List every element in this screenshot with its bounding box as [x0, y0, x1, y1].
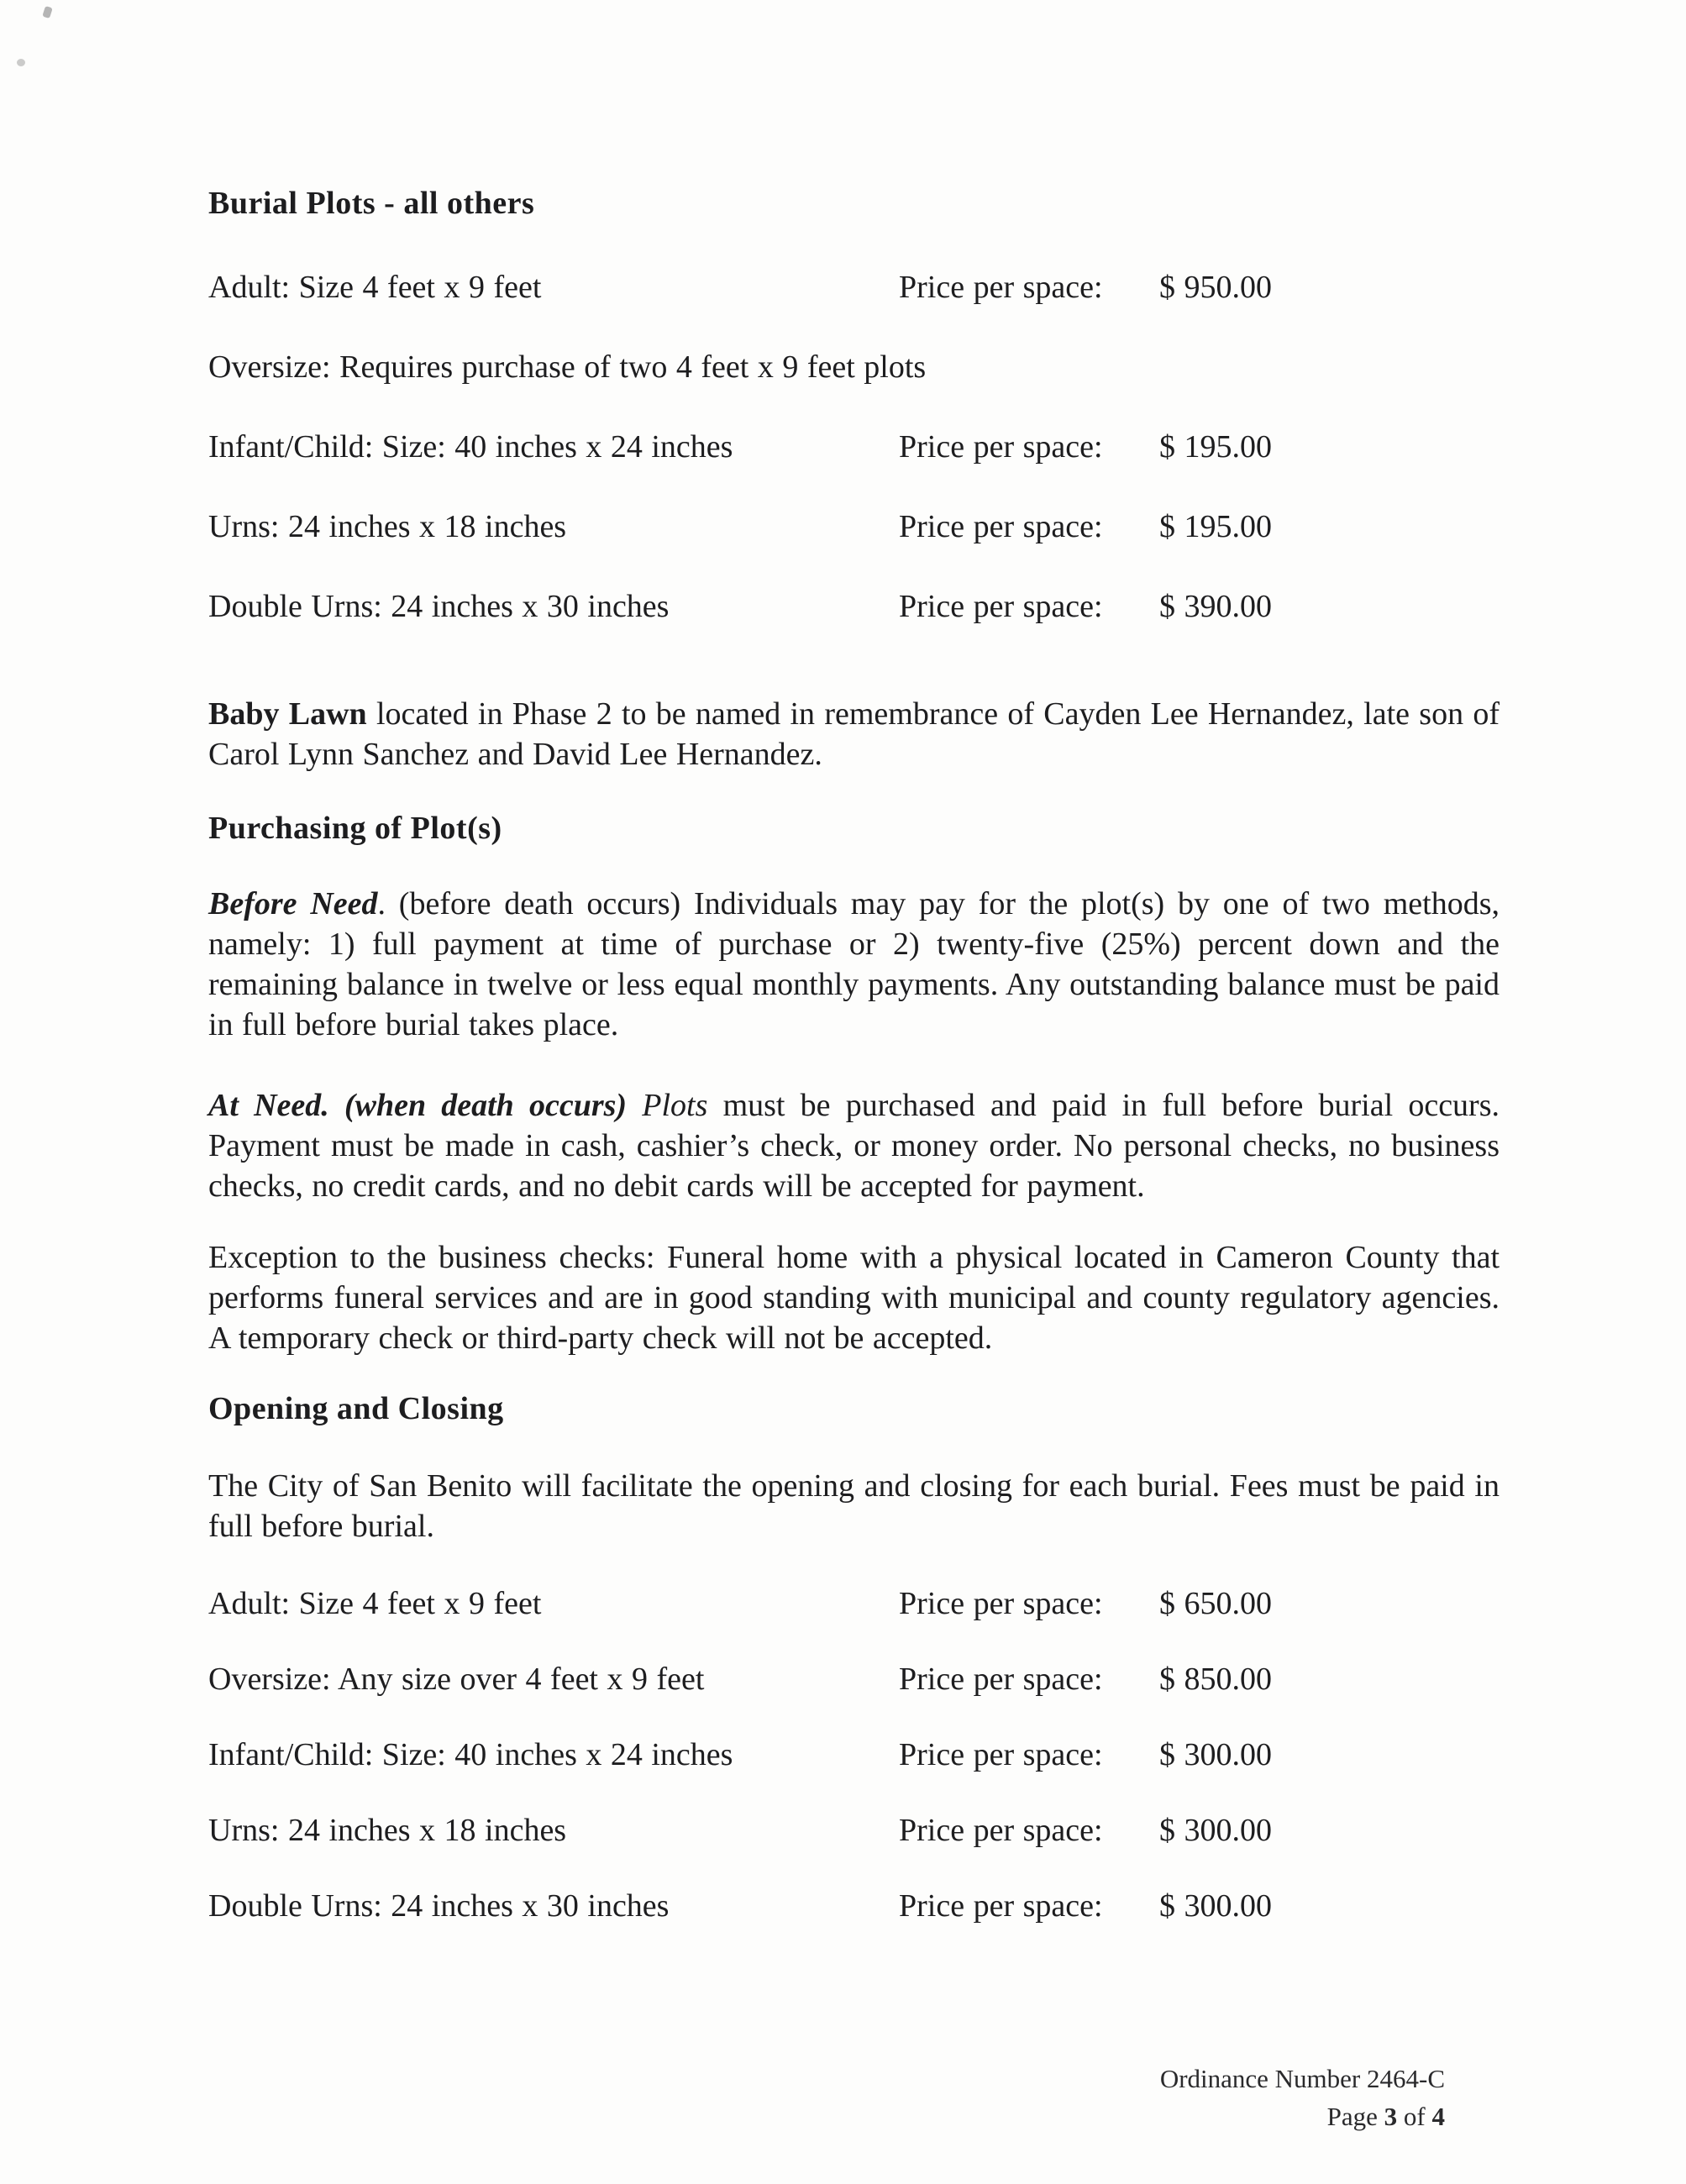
- baby-lawn-text: located in Phase 2 to be named in remembrance of Cayden Lee Hernandez, late son of Carol Lynn Sanchez and David Lee Hernandez.: [208, 696, 1500, 772]
- price-per-space-label: Price per space:: [899, 1888, 1103, 1924]
- price-value: $ 300.00: [1159, 1737, 1272, 1772]
- opening-closing-paragraph: The City of San Benito will facilitate the opening and closing for each burial. Fees must be paid in full before burial.: [208, 1468, 1500, 1544]
- section-heading-purchasing: Purchasing of Plot(s): [208, 811, 502, 846]
- price-row-urns: [208, 507, 1500, 547]
- plot-type-label: Infant/Child: Size: 40 inches x 24 inches: [208, 429, 733, 465]
- section-heading-opening-closing: Opening and Closing: [208, 1391, 504, 1426]
- plot-type-label: Oversize: Requires purchase of two 4 feet x 9 feet plots: [208, 349, 927, 385]
- price-per-space-label: [899, 347, 1159, 387]
- page-footer: [1160, 2060, 1445, 2135]
- price-per-space-label: Price per space:: [899, 1813, 1103, 1848]
- price-row-urns-oc: [208, 1810, 1500, 1851]
- page-content: [208, 0, 1500, 1926]
- before-need-paragraph: [208, 884, 1500, 1045]
- price-value: $ 950.00: [1159, 270, 1272, 305]
- price-row-double-urns-oc: [208, 1886, 1500, 1926]
- plot-type-label: Urns: 24 inches x 18 inches: [208, 509, 567, 544]
- at-need-lead: At Need. (when death occurs): [208, 1088, 643, 1123]
- plot-type-label: Infant/Child: Size: 40 inches x 24 inches: [208, 1737, 733, 1772]
- price-row-infant-child-oc: [208, 1735, 1500, 1775]
- section-heading-burial-plots: Burial Plots - all others: [208, 186, 535, 221]
- plot-type-label: Adult: Size 4 feet x 9 feet: [208, 1586, 542, 1621]
- plot-type-label: Urns: 24 inches x 18 inches: [208, 1813, 567, 1848]
- price-value: $ 300.00: [1159, 1888, 1272, 1924]
- price-value: $ 195.00: [1159, 509, 1272, 544]
- price-per-space-label: Price per space:: [899, 270, 1103, 305]
- price-value: $ 195.00: [1159, 429, 1272, 465]
- plot-type-label: Adult: Size 4 feet x 9 feet: [208, 270, 542, 305]
- page-word: Page: [1326, 2102, 1384, 2131]
- page-number: 3: [1384, 2102, 1398, 2131]
- price-per-space-label: Price per space:: [899, 1737, 1103, 1772]
- baby-lawn-paragraph: [208, 694, 1500, 774]
- price-row-adult-oc: [208, 1583, 1500, 1624]
- price-per-space-label: Price per space:: [899, 1662, 1103, 1697]
- price-per-space-label: Price per space:: [899, 1586, 1103, 1621]
- page-total: 4: [1431, 2102, 1445, 2131]
- price-row-infant-child: [208, 427, 1500, 467]
- baby-lawn-lead: Baby Lawn: [208, 696, 367, 732]
- page-indicator: [1160, 2097, 1445, 2135]
- price-per-space-label: Price per space:: [899, 429, 1103, 465]
- price-value: $ 650.00: [1159, 1586, 1272, 1621]
- price-per-space-label: Price per space:: [899, 589, 1103, 624]
- price-row-adult: [208, 267, 1500, 307]
- at-need-text: must be purchased and paid in full before burial occurs. Payment must be made in cash, cashier’s check, or money order. No personal checks, no business checks, no credit cards, and no debit cards will be accepted for payment.: [208, 1088, 1500, 1204]
- price-value: $ 850.00: [1159, 1662, 1272, 1697]
- before-need-text: . (before death occurs) Individuals may pay for the plot(s) by one of two methods, namely: 1) full payment at time of purchase or 2) twenty-five (25%) percent down and the remaining balance in twelve or less equal monthly payments. Any outstanding balance must be paid in full before burial takes place.: [208, 886, 1500, 1042]
- price-per-space-label: Price per space:: [899, 509, 1103, 544]
- before-need-lead: Before Need: [208, 886, 378, 921]
- ordinance-number: Ordinance Number 2464-C: [1159, 2064, 1445, 2093]
- at-need-paragraph: [208, 1085, 1500, 1206]
- plot-type-label: Double Urns: 24 inches x 30 inches: [208, 1888, 670, 1924]
- price-value: $ 390.00: [1159, 589, 1272, 624]
- exception-paragraph: Exception to the business checks: Funeral home with a physical located in Cameron County that performs funeral services and are in good standing with municipal and county regulatory agencies. A temporary check or third-party check will not be accepted.: [208, 1240, 1500, 1356]
- at-need-italic-word: Plots: [642, 1088, 708, 1123]
- price-value: [1159, 347, 1500, 387]
- plot-type-label: Double Urns: 24 inches x 30 inches: [208, 589, 670, 624]
- scan-artifact: [17, 59, 25, 66]
- price-row-double-urns: [208, 586, 1500, 627]
- price-row-oversize-oc: [208, 1659, 1500, 1699]
- of-word: of: [1397, 2102, 1432, 2131]
- price-row-oversize: [208, 347, 1500, 387]
- price-value: $ 300.00: [1159, 1813, 1272, 1848]
- plot-type-label: Oversize: Any size over 4 feet x 9 feet: [208, 1662, 705, 1697]
- scan-artifact: [42, 6, 53, 18]
